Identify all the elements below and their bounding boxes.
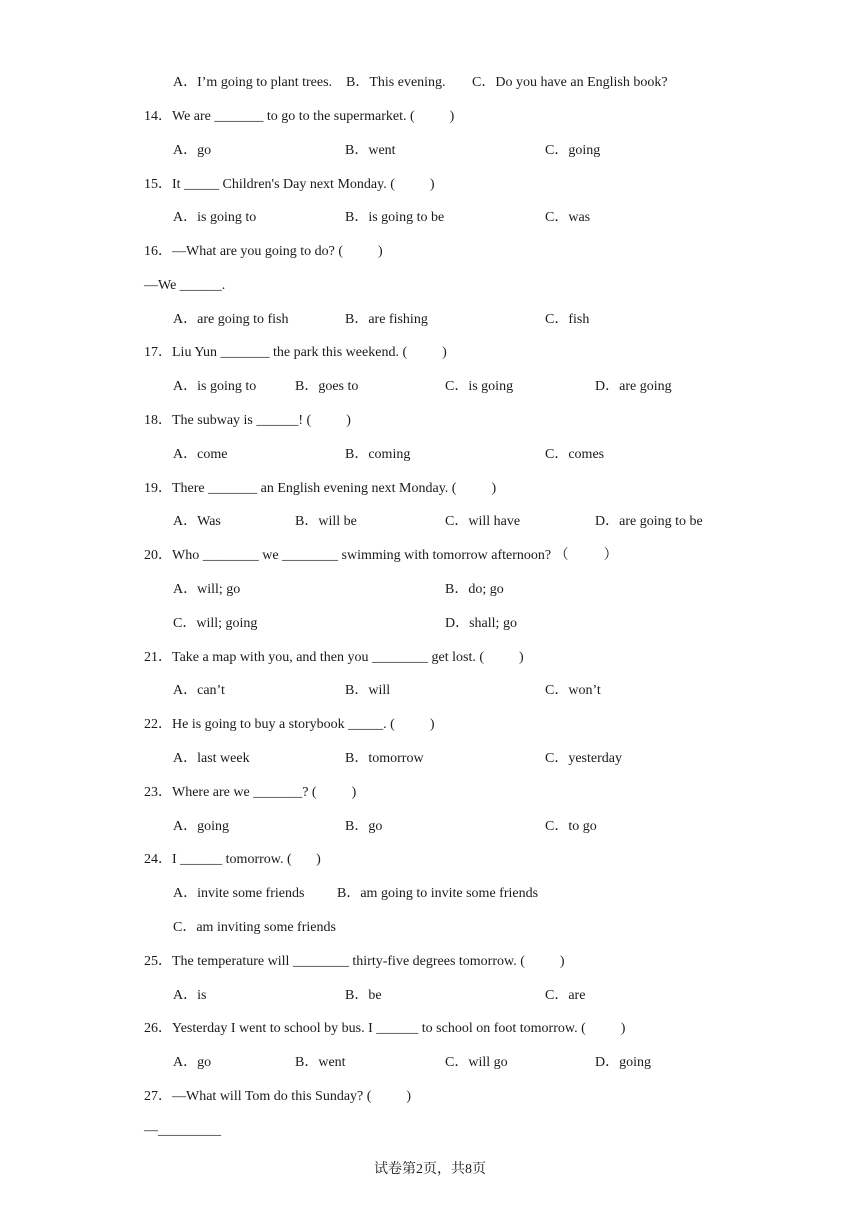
q24-option-a: A．invite some friends xyxy=(173,886,305,901)
q17-option-a: A．is going to xyxy=(173,379,257,394)
q15-option-b: B．is going to be xyxy=(345,210,445,225)
q15-option-a: A．is going to xyxy=(173,210,257,225)
q18-stem: 18．The subway is ______! ( ) xyxy=(144,413,351,428)
q20-option-d: D．shall; go xyxy=(445,616,517,631)
q17-option-b: B．goes to xyxy=(295,379,359,394)
q23-option-a: A．going xyxy=(173,819,229,834)
q22-option-a: A．last week xyxy=(173,751,250,766)
q21-option-c: C．won’t xyxy=(545,683,601,698)
q21-option-a: A．can’t xyxy=(173,683,225,698)
q19-option-d: D．are going to be xyxy=(595,514,703,529)
q27-stem-answer-line: —_________ xyxy=(144,1123,221,1138)
q23-stem: 23．Where are we _______? ( ) xyxy=(144,785,357,800)
q20-option-a: A．will; go xyxy=(173,582,241,597)
q25-stem: 25．The temperature will ________ thirty-five degrees tomorrow. ( ) xyxy=(144,954,565,969)
q13-option-a: A．I’m going to plant trees. xyxy=(173,75,333,90)
q20-option-c: C．will; going xyxy=(173,616,258,631)
q15-option-c: C．was xyxy=(545,210,591,225)
q18-option-c: C．comes xyxy=(545,447,605,462)
q13-option-b: B．This evening. xyxy=(346,75,446,90)
q25-option-a: A．is xyxy=(173,988,207,1003)
q15-stem: 15．It _____ Children's Day next Monday. ( ) xyxy=(144,177,435,192)
q27-stem: 27．—What will Tom do this Sunday? ( ) xyxy=(144,1089,412,1104)
q18-option-a: A．come xyxy=(173,447,228,462)
q23-option-b: B．go xyxy=(345,819,383,834)
q19-stem: 19．There _______ an English evening next Monday. ( ) xyxy=(144,481,497,496)
q20-option-b: B．do; go xyxy=(445,582,504,597)
q16-option-b: B．are fishing xyxy=(345,312,428,327)
q23-option-c: C．to go xyxy=(545,819,597,834)
q22-stem: 22．He is going to buy a storybook _____. ( ) xyxy=(144,717,435,732)
q16-option-a: A．are going to fish xyxy=(173,312,289,327)
q14-option-c: C．going xyxy=(545,143,601,158)
q16-stem: 16．—What are you going to do? ( ) xyxy=(144,244,383,259)
q19-option-a: A．Was xyxy=(173,514,221,529)
q26-option-d: D．going xyxy=(595,1055,651,1070)
q17-option-d: D．are going xyxy=(595,379,672,394)
page-footer: 试卷第2页，共8页 xyxy=(374,1162,486,1177)
q24-stem: 24．I ______ tomorrow. ( ) xyxy=(144,852,321,867)
q25-option-b: B．be xyxy=(345,988,382,1003)
q14-stem: 14．We are _______ to go to the supermarket. ( ) xyxy=(144,109,455,124)
q17-stem: 17．Liu Yun _______ the park this weekend. ( ) xyxy=(144,345,447,360)
q19-option-c: C．will have xyxy=(445,514,521,529)
q16-stem-answer-line: —We ______. xyxy=(144,278,226,293)
q20-stem: 20．Who ________ we ________ swimming with tomorrow afternoon? （ ） xyxy=(144,548,618,563)
q26-stem: 26．Yesterday I went to school by bus. I ______ to school on foot tomorrow. ( ) xyxy=(144,1021,626,1036)
q26-option-a: A．go xyxy=(173,1055,212,1070)
q22-option-b: B．tomorrow xyxy=(345,751,424,766)
q21-stem: 21．Take a map with you, and then you ________ get lost. ( ) xyxy=(144,650,524,665)
q25-option-c: C．are xyxy=(545,988,586,1003)
q14-option-b: B．went xyxy=(345,143,396,158)
q17-option-c: C．is going xyxy=(445,379,514,394)
q18-option-b: B．coming xyxy=(345,447,411,462)
q19-option-b: B．will be xyxy=(295,514,357,529)
q14-option-a: A．go xyxy=(173,143,212,158)
q16-option-c: C．fish xyxy=(545,312,590,327)
q26-option-c: C．will go xyxy=(445,1055,508,1070)
q22-option-c: C．yesterday xyxy=(545,751,622,766)
q24-option-b: B．am going to invite some friends xyxy=(337,886,539,901)
q24-option-c: C．am inviting some friends xyxy=(173,920,336,935)
q13-option-c: C．Do you have an English book? xyxy=(472,75,668,90)
q26-option-b: B．went xyxy=(295,1055,346,1070)
q21-option-b: B．will xyxy=(345,683,391,698)
